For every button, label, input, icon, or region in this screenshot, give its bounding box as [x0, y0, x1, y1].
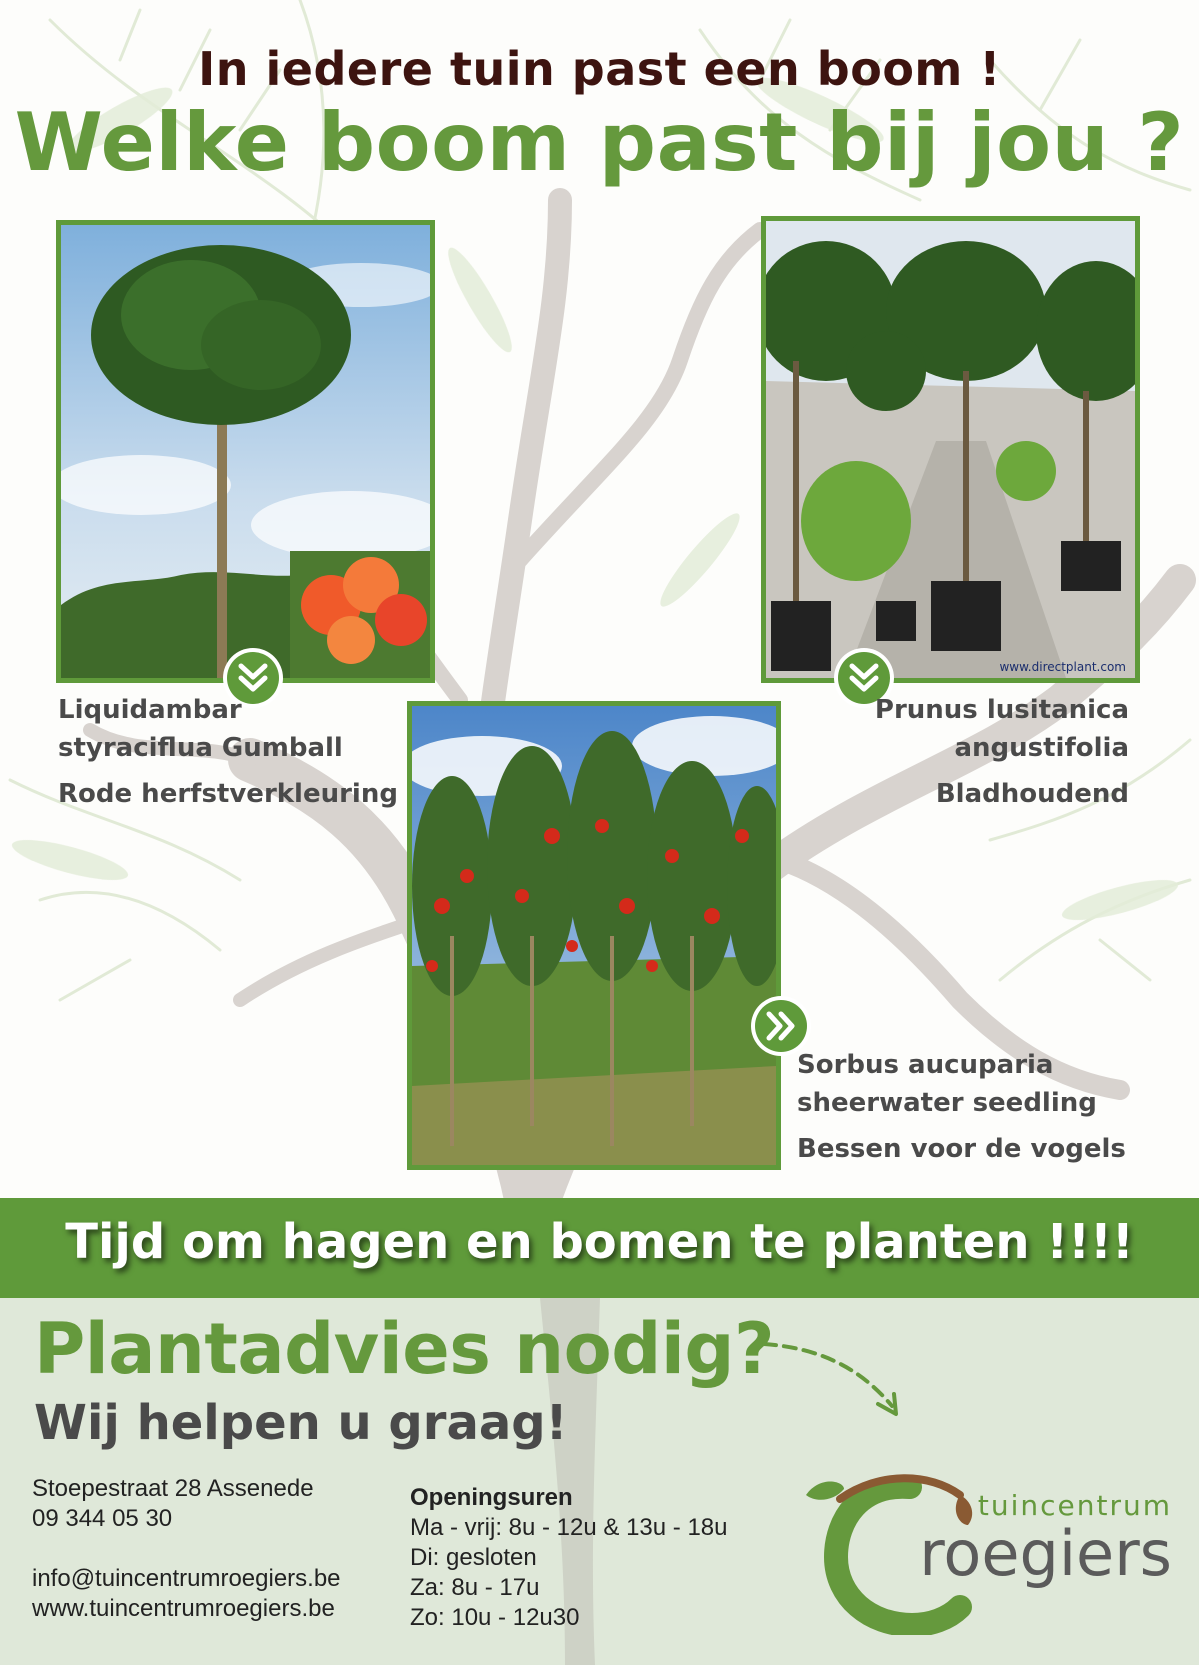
chevron-right-icon: [755, 1000, 807, 1052]
photo-sorbus: [407, 701, 781, 1170]
banner-text: Tijd om hagen en bomen te planten !!!!: [65, 1214, 1134, 1270]
address: Stoepestraat 28 Assenede: [32, 1475, 314, 1502]
tree-name-line1: Sorbus aucuparia: [797, 1050, 1054, 1080]
email-link[interactable]: info@tuincentrumroegiers.be: [32, 1565, 341, 1592]
tree-name-line2: angustifolia: [954, 733, 1129, 763]
photo-prunus: [761, 216, 1140, 683]
headline-main: Welke boom past bij jou ?: [14, 96, 1185, 189]
opening-hours-title: Openingsuren: [410, 1484, 573, 1511]
hours-line: Di: gesloten: [410, 1544, 537, 1571]
photo-credit: www.directplant.com: [999, 660, 1126, 674]
tree-feature: Rode herfstverkleuring: [58, 779, 398, 809]
opening-hours: [410, 1483, 727, 1633]
hours-line: Zo: 10u - 12u30: [410, 1604, 580, 1631]
tree-name-line2: sheerwater seedling: [797, 1088, 1097, 1118]
hours-line: Ma - vrij: 8u - 12u & 13u - 18u: [410, 1514, 728, 1541]
dashed-arrow-icon: [760, 1334, 910, 1424]
photo-liquidambar: [56, 220, 435, 683]
hours-line: Za: 8u - 17u: [410, 1574, 540, 1601]
tree-name-line1: Liquidambar: [58, 695, 242, 725]
advice-subtitle: Wij helpen u graag!: [34, 1395, 568, 1451]
tree-name-line2: styraciflua Gumball: [58, 733, 343, 763]
tree-name-line1: Prunus lusitanica: [874, 695, 1129, 725]
caption-prunus: [875, 691, 1129, 813]
advice-title: Plantadvies nodig?: [34, 1308, 775, 1390]
headline-top: In iedere tuin past een boom !: [198, 42, 1001, 96]
tree-feature: Bladhoudend: [935, 779, 1129, 809]
contact-info: [32, 1474, 341, 1624]
tree-feature: Bessen voor de vogels: [797, 1134, 1126, 1164]
website-link[interactable]: www.tuincentrumroegiers.be: [32, 1595, 335, 1622]
logo-name: roegiers: [919, 1517, 1172, 1590]
caption-liquidambar: [58, 691, 398, 813]
roegiers-logo: [800, 1465, 1180, 1635]
logo-prefix: tuincentrum: [977, 1489, 1172, 1522]
phone-number[interactable]: 09 344 05 30: [32, 1505, 173, 1532]
caption-sorbus: [797, 1046, 1126, 1168]
